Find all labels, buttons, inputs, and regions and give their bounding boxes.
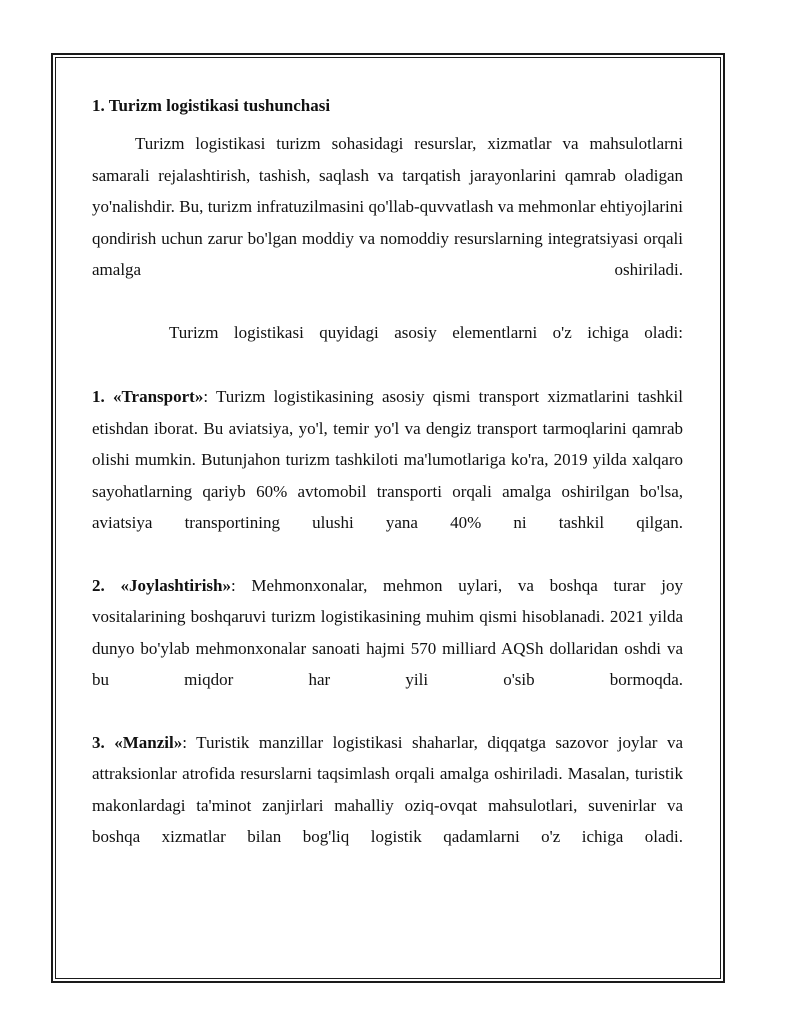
item-number: 2. [92,575,121,595]
list-item-joylashtirish [92,570,683,696]
item-text: : Turistik manzillar logistikasi shaharlar, diqqatga sazovor joylar va attraksionlar atrofida resurslarni taqsimlash orqali amalga oshiriladi. Masalan, turistik makonlardagi ta'minot zanjirlari mahalliy oziq-ovqat mahsulotlari, suvenirlar va boshqa xizmatlar bilan bog'liq logistik qadamlarni o'z ichiga oladi. [92,732,684,846]
list-item-transport [92,381,683,539]
item-number: 3. [92,732,115,752]
list-item-manzil [92,727,683,853]
item-text: : Turizm logistikasining asosiy qismi transport xizmatlarini tashkil etishdan iborat. Bu aviatsiya, yo'l, temir yo'l va dengiz transport tarmoqlarini qamrab olishi mumkin. Butunjahon turizm tashkiloti ma'lumotlariga ko'ra, 2019 yilda xalqaro sayohatlarning qariyb 60% avtomobil transporti orqali amalga oshirilgan bo'lsa, aviatsiya transportining ulushi yana 40% ni tashkil qilgan. [92,387,683,532]
item-text: : Mehmonxonalar, mehmon uylari, va boshqa turar joy vositalarining boshqaruvi turizm logistikasining muhim qismi hisoblanadi. 2021 yilda dunyo bo'ylab mehmonxonalar sanoati hajmi 570 milliard AQSh dollaridan oshdi va bu miqdor har yili o'sib bormoqda. [92,575,684,689]
item-title: «Transport» [112,387,204,406]
lead-paragraph: Turizm logistikasi quyidagi asosiy elementlarni o'z ichiga oladi: [169,322,683,342]
item-title: «Joylashtirish» [120,575,231,595]
item-title: «Manzil» [114,732,183,752]
item-number: 1. [92,387,113,406]
document-body [92,93,683,853]
intro-paragraph: Turizm logistikasi turizm sohasidagi resurslar, xizmatlar va mahsulotlarni samarali rejalashtirish, tashish, saqlash va tarqatish jarayonlarini qamrab oladigan yo'nalishdir. Bu, turizm infratuzilmasini qo'llab-quvvatlash va mehmonlar ehtiyojlarini qondirish uchun zarur bo'lgan moddiy va nomoddiy resurslarning integratsiyasi orqali amalga oshiriladi. [92,134,683,279]
section-heading: 1. Turizm logistikasi tushunchasi [92,96,331,115]
